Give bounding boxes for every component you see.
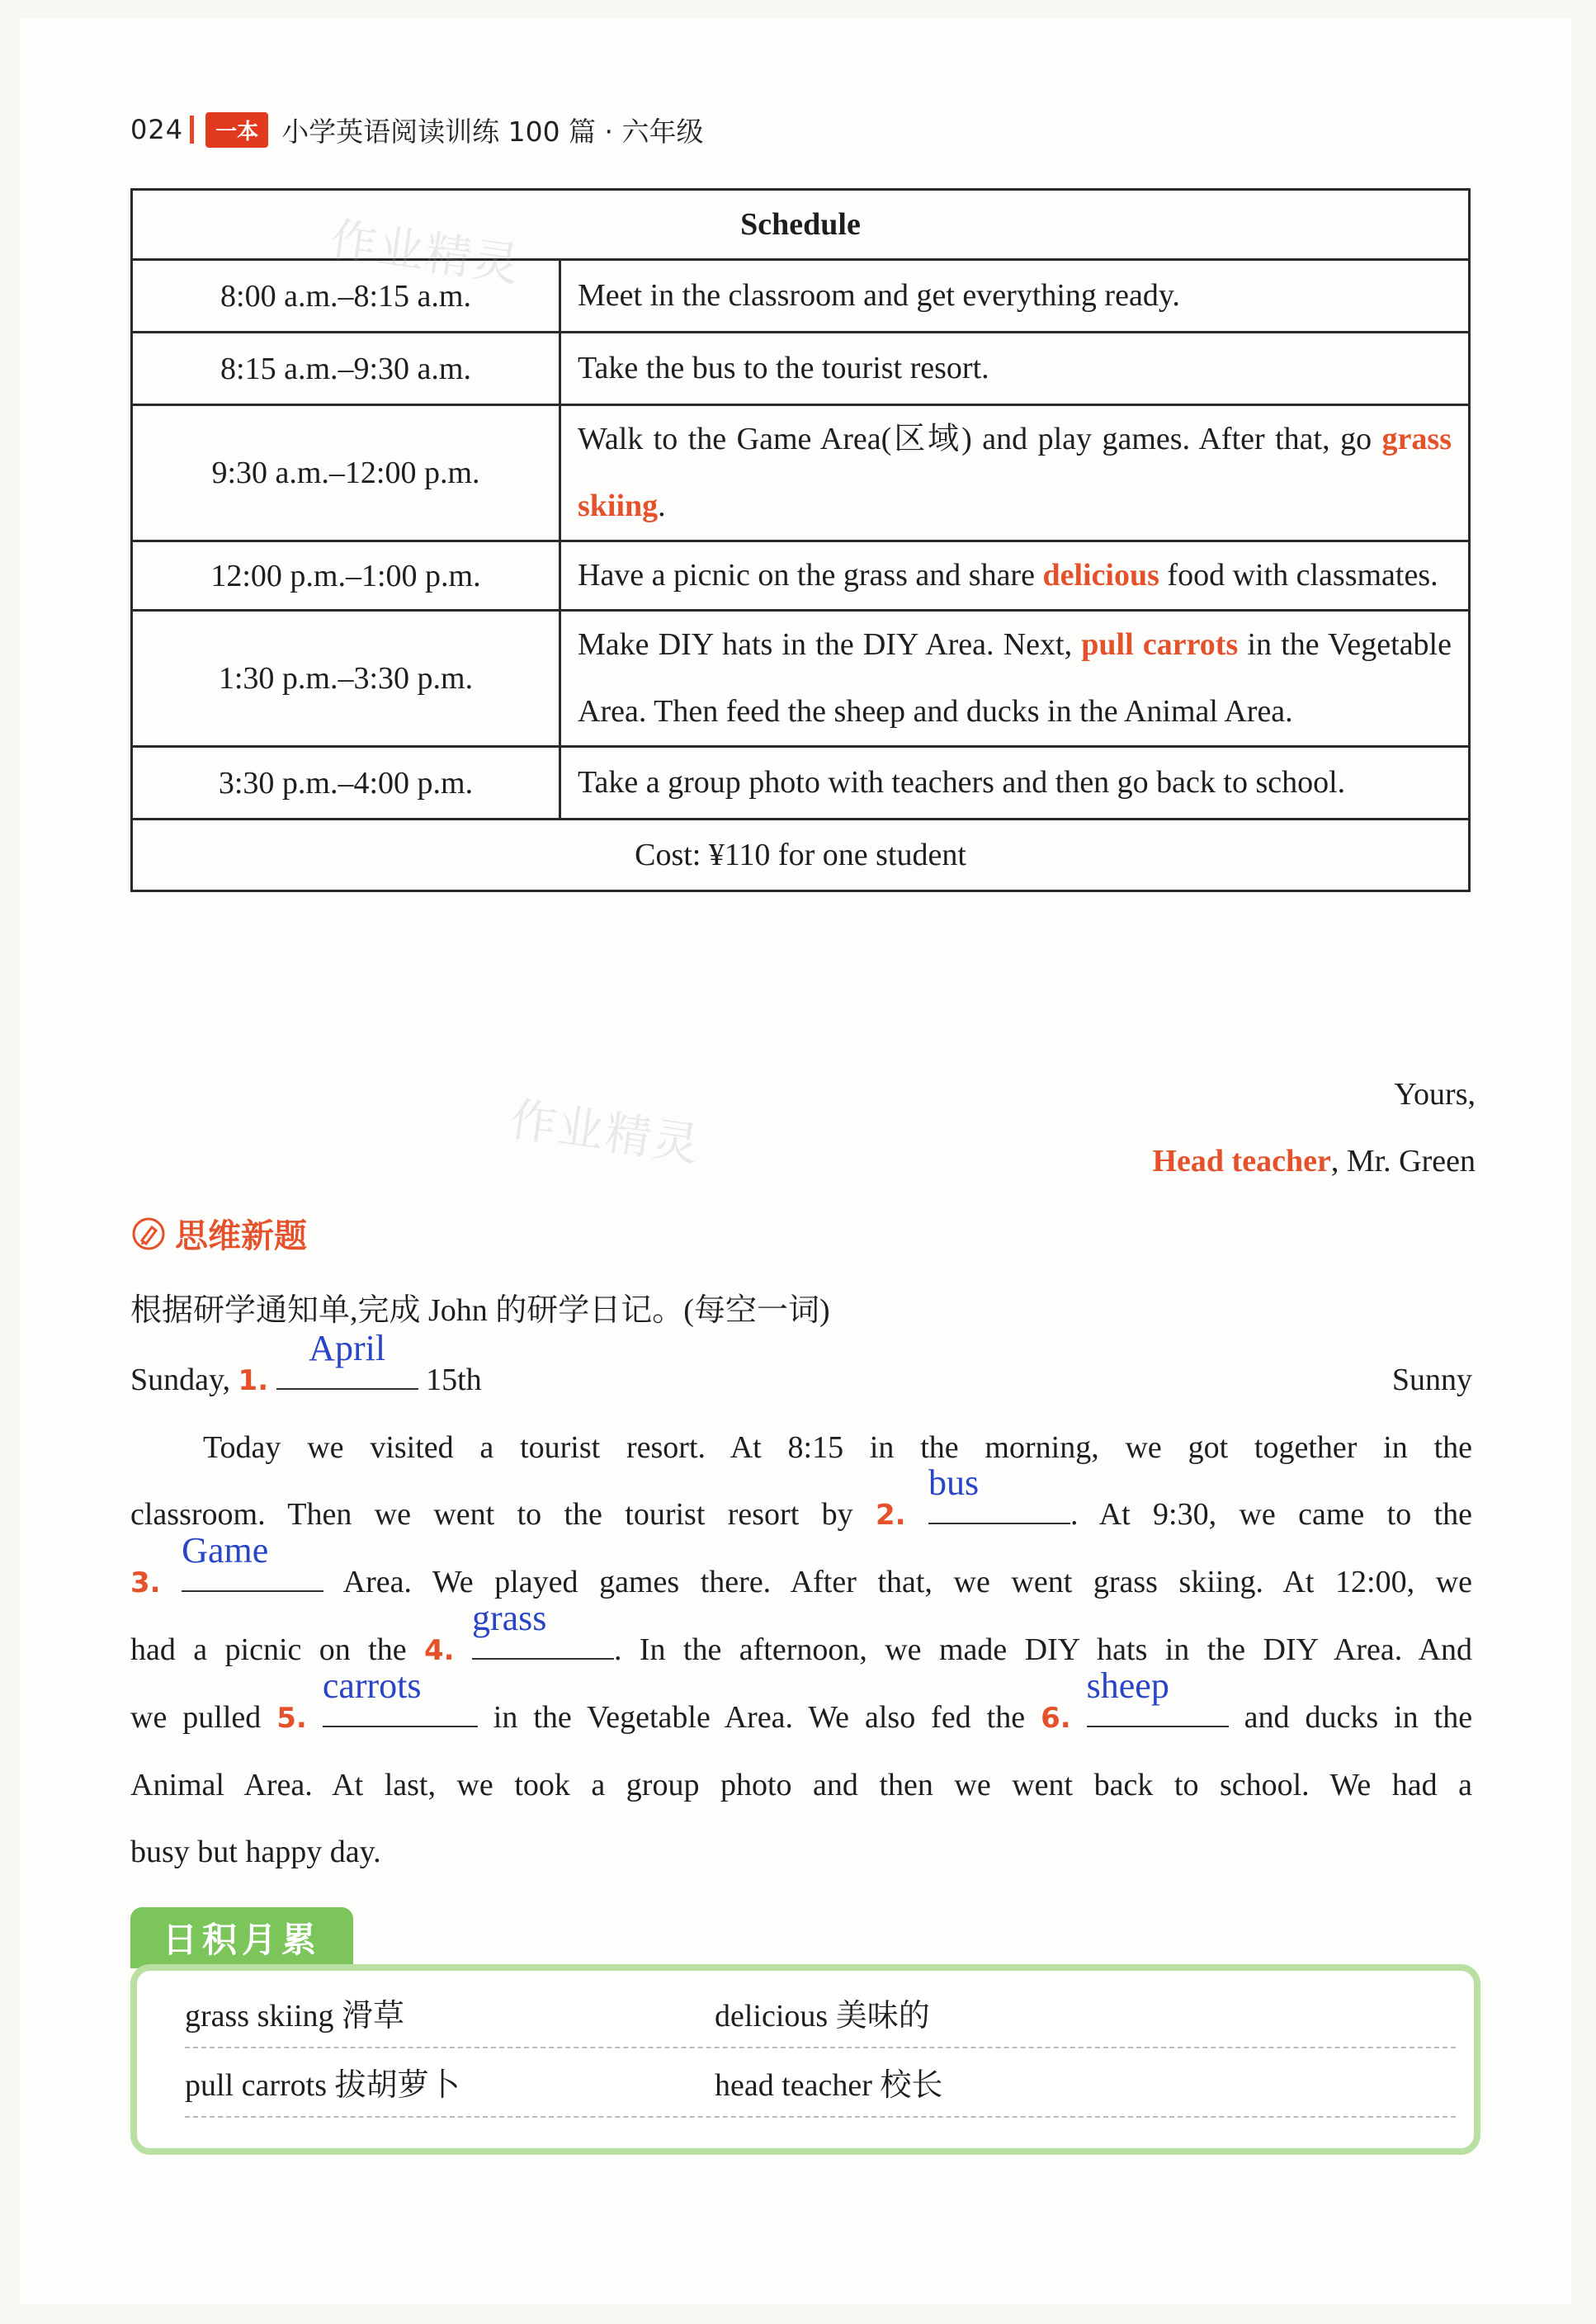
page-header — [130, 109, 704, 150]
diary-line: Today we visited a tourist resort. At 8:15 in the morning, we got together in the — [203, 1430, 1472, 1465]
signature-role: Head teacher — [1152, 1144, 1331, 1179]
blank-number: 1. — [238, 1364, 269, 1397]
schedule-activity: Take a group photo with teachers and then go back to school. — [560, 747, 1470, 820]
schedule-table — [130, 188, 1471, 892]
brand-logo: 一本 — [205, 112, 268, 148]
schedule-time: 8:15 a.m.–9:30 a.m. — [132, 333, 560, 405]
signature — [1153, 1143, 1476, 1179]
vocab-item: pull carrots 拔胡萝卜 — [185, 2068, 460, 2103]
schedule-activity: Have a picnic on the grass and share delicious food with classmates. — [560, 541, 1470, 611]
schedule-time: 3:30 p.m.–4:00 p.m. — [132, 747, 560, 820]
answer-text: Game — [182, 1530, 269, 1571]
highlight-phrase: pull carrots — [1081, 627, 1239, 662]
vocab-item: head teacher 校长 — [715, 2068, 943, 2103]
diary-body — [130, 1328, 1473, 1886]
answer-text: grass — [471, 1598, 547, 1638]
book-title: 小学英语阅读训练 100 篇 · 六年级 — [281, 115, 704, 148]
instruction: 根据研学通知单,完成 John 的研学日记。(每空一词) — [130, 1293, 830, 1328]
diary-line: had a picnic on the 4. grass . In the afternoon, we made DIY hats in the DIY Area. And — [130, 1617, 1472, 1684]
accumulation-title: 日积月累 — [130, 1907, 353, 1968]
diary-date-line — [130, 1328, 1472, 1415]
blank-number: 6. — [1041, 1702, 1071, 1735]
answer-text: bus — [928, 1462, 980, 1503]
blank-number: 3. — [130, 1566, 161, 1599]
cost-row: Cost: ¥110 for one student — [132, 820, 1470, 891]
diary-line: classroom. Then we went to the tourist resort by 2. bus . At 9:30, we came to the — [130, 1481, 1472, 1549]
highlight-phrase: grass skiing — [578, 422, 1452, 523]
accumulation-row — [185, 1971, 1456, 2048]
header-divider — [190, 116, 194, 144]
diary-date-suffix: 15th — [426, 1363, 482, 1397]
diary-line: Animal Area. At last, we took a group photo and then we went back to school. We had a — [130, 1768, 1472, 1802]
blank-number: 2. — [876, 1499, 906, 1532]
schedule-activity: Take the bus to the tourist resort. — [560, 333, 1470, 405]
answer-blank[interactable] — [276, 1328, 418, 1390]
accumulation-row — [185, 2047, 1456, 2118]
schedule-time: 12:00 p.m.–1:00 p.m. — [132, 541, 560, 611]
answer-text: sheep — [1086, 1665, 1169, 1706]
diary-line: we pulled 5. carrots in the Vegetable Area. We also fed the 6. sheep and ducks in the — [130, 1684, 1472, 1752]
vocab-item: grass skiing 滑草 — [185, 1999, 405, 2034]
answer-blank[interactable] — [471, 1598, 614, 1660]
blank-number: 4. — [424, 1634, 455, 1667]
answer-blank[interactable] — [322, 1665, 478, 1727]
schedule-time: 8:00 a.m.–8:15 a.m. — [132, 260, 560, 333]
schedule-time: 9:30 a.m.–12:00 p.m. — [132, 405, 560, 541]
diary-line: 3. Game Area. We played games there. After that, we went grass skiing. At 12:00, we — [130, 1549, 1472, 1617]
watermark: 作业精灵 — [506, 1093, 704, 1173]
blank-number: 5. — [276, 1702, 307, 1735]
answer-text: April — [309, 1328, 386, 1368]
schedule-time: 1:30 p.m.–3:30 p.m. — [132, 611, 560, 747]
page-number: 024 — [130, 114, 184, 145]
highlight-phrase: delicious — [1042, 558, 1159, 593]
answer-text: carrots — [322, 1665, 422, 1706]
schedule-activity: Walk to the Game Area(区域) and play games. After that, go grass skiing. — [560, 405, 1470, 541]
signature-name: , Mr. Green — [1330, 1144, 1476, 1179]
closing: Yours, — [1394, 1077, 1476, 1112]
diary-weather: Sunny — [1391, 1363, 1472, 1397]
answer-blank[interactable] — [928, 1462, 1070, 1524]
diary-line: busy but happy day. — [130, 1835, 381, 1869]
accumulation-box — [130, 1964, 1480, 2155]
schedule-activity: Meet in the classroom and get everything ready. — [560, 260, 1470, 333]
answer-blank[interactable] — [1086, 1665, 1229, 1727]
vocab-item: delicious 美味的 — [715, 1999, 930, 2034]
pencil-bulb-icon — [130, 1216, 167, 1252]
schedule-title: Schedule — [132, 190, 1470, 260]
diary-day: Sunday, — [130, 1363, 231, 1397]
section-title — [130, 1210, 307, 1257]
answer-blank[interactable] — [182, 1530, 323, 1592]
watermark: 作业精灵 — [326, 213, 524, 293]
schedule-activity: Make DIY hats in the DIY Area. Next, pull carrots in the Vegetable Area. Then feed the sheep and ducks in the Animal Area. — [560, 611, 1470, 747]
section-title-text: 思维新题 — [175, 1217, 307, 1255]
